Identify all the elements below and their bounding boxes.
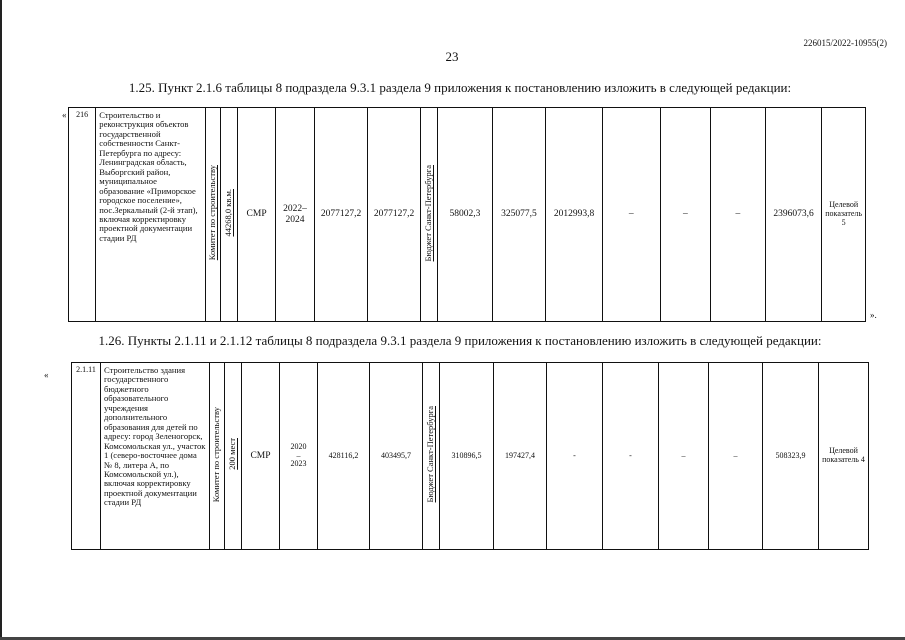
- section-heading-1-25: 1.25. Пункт 2.1.6 таблицы 8 подраздела 9.3.1 раздела 9 приложения к постановлению изложить в следующей редакции:: [128, 80, 792, 95]
- year-4-value: -: [603, 363, 659, 550]
- section-heading-1-26: 1.26. Пункты 2.1.11 и 2.1.12 таблицы 8 подраздела 9.3.1 раздела 9 приложения к постановлению изложить в следующей редакции:: [98, 333, 822, 348]
- object-name: Строительство и реконструкция объектов государственной собственности Санкт-Петербурга по адресу: Ленинградская область, Выборгский район, муниципальное образование «Приморское городское поселение», пос.Зеркальный (2-й этап), включая корректировку проектной документации стадии РД: [96, 108, 205, 322]
- open-quote: «: [62, 110, 67, 120]
- scan-left-edge: [0, 0, 2, 640]
- close-quote: ».: [870, 310, 877, 320]
- total-financing: 2077127,2: [368, 108, 421, 322]
- row-code: 216: [69, 108, 96, 322]
- year-6-value: –: [709, 363, 763, 550]
- year-3-value: 2012993,8: [546, 108, 603, 322]
- total-cost: 428116,2: [318, 363, 370, 550]
- period: [280, 363, 318, 550]
- page-number: 23: [445, 49, 459, 64]
- total-financing: 403495,7: [370, 363, 423, 550]
- target-indicator: Целевой показатель 4: [819, 363, 869, 550]
- document-number: 226015/2022-10955(2): [803, 38, 887, 48]
- capacity: 200 мест: [227, 438, 238, 471]
- period-end: 2023: [290, 459, 307, 469]
- open-quote: «: [44, 370, 49, 380]
- target-indicator: Целевой показатель 5: [822, 108, 866, 322]
- year-1-value: 58002,3: [438, 108, 493, 322]
- table-row-2-1-6: [68, 107, 866, 322]
- result-value: 508323,9: [763, 363, 819, 550]
- year-1-value: 310896,5: [440, 363, 494, 550]
- work-type: СМР: [242, 363, 280, 550]
- budget-source: Бюджет Санкт-Петербурга: [425, 406, 436, 503]
- customer: Комитет по строительству: [211, 406, 222, 502]
- capacity: 44268,0 кв.м.: [223, 189, 234, 237]
- period-dash: –: [296, 450, 301, 460]
- year-5-value: –: [659, 363, 709, 550]
- period: 2022–2024: [276, 108, 314, 322]
- budget-source: Бюджет Санкт-Петербурга: [423, 164, 434, 262]
- table-row-2-1-11: [71, 362, 869, 550]
- total-cost: 2077127,2: [314, 108, 368, 322]
- year-2-value: 325077,5: [492, 108, 546, 322]
- result-value: 2396073,6: [765, 108, 822, 322]
- year-4-value: –: [602, 108, 660, 322]
- customer: Комитет по строительству: [206, 165, 217, 261]
- year-2-value: 197427,4: [494, 363, 547, 550]
- year-5-value: –: [660, 108, 711, 322]
- period-start: 2020: [290, 441, 307, 451]
- row-code: 2.1.11: [72, 363, 101, 550]
- year-3-value: -: [547, 363, 603, 550]
- work-type: СМР: [237, 108, 275, 322]
- object-name: Строительство здания государственного бюджетного образовательного учреждения дополнительного образования для детей по адресу: город Зеленогорск, Комсомольская ул., участок 1 (северо-восточнее дома № 8, литера А, по Комсомольской ул.), включая корректировку проектной документации стадии РД: [101, 363, 210, 550]
- year-6-value: –: [711, 108, 766, 322]
